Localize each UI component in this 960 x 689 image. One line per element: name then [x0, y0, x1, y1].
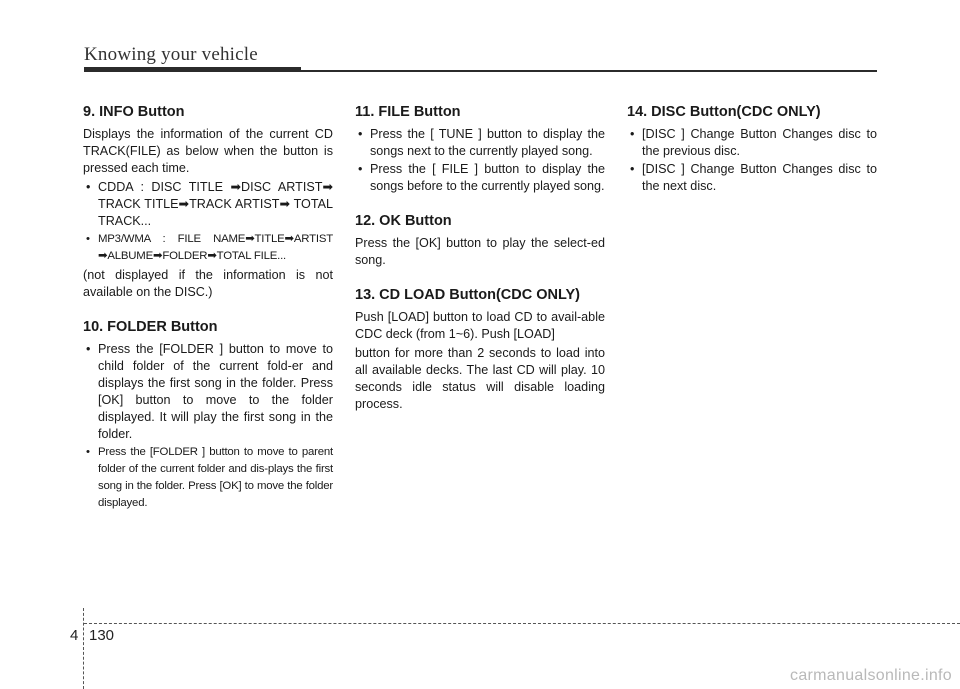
disc-next-item: • [DISC ] Change Button Changes disc to the next disc.: [627, 161, 877, 195]
info-button-note: (not displayed if the information is not available on the DISC.): [83, 268, 333, 299]
watermark-text: carmanualsonline.info: [790, 667, 952, 684]
page-header-title: Knowing your vehicle: [84, 44, 258, 65]
page-number: 130: [89, 627, 115, 644]
folder-button-heading: 10. FOLDER Button: [83, 319, 218, 335]
file-button-heading: 11. FILE Button: [355, 104, 461, 120]
column-middle: [355, 104, 605, 415]
cd-load-description-2: button for more than 2 seconds to load into all available decks. The last CD will play. 10 seconds idle status will disable loading process.: [355, 346, 605, 411]
info-button-description: Displays the information of the current CD TRACK(FILE) as below when the button is pressed each time.: [83, 127, 333, 175]
column-left: [83, 104, 333, 514]
footer-divider: [83, 608, 84, 689]
disc-button-heading: 14. DISC Button(CDC ONLY): [627, 104, 821, 120]
footer-rule: [84, 623, 960, 624]
info-button-heading: 9. INFO Button: [83, 104, 185, 120]
header-rule-thick: [84, 67, 301, 72]
cd-load-description-1: Push [LOAD] button to load CD to avail-able CDC deck (from 1~6). Push [LOAD]: [355, 310, 605, 341]
info-mp3-item: • MP3/WMA : FILE NAME➡TITLE➡ARTIST ➡ALBUME➡FOLDER➡TOTAL FILE...: [83, 231, 333, 265]
column-right: [627, 104, 877, 197]
info-button-list: [83, 179, 333, 265]
chapter-number: 4: [70, 627, 79, 644]
ok-button-description: Press the [OK] button to play the select-ed song.: [355, 236, 605, 267]
header-rule-thin: [301, 70, 877, 72]
cd-load-heading: 13. CD LOAD Button(CDC ONLY): [355, 287, 581, 303]
folder-child-item: • Press the [FOLDER ] button to move to child folder of the current fold-er and displays the first song in the folder. Press [OK] button to move to the folder displayed. It will play the first song in the folder.: [83, 341, 333, 443]
disc-button-list: [627, 126, 877, 195]
folder-parent-item: • Press the [FOLDER ] button to move to parent folder of the current folder and dis-plays the first song in the folder. Press [OK] to move the folder displayed.: [83, 444, 333, 512]
info-cdda-item: • CDDA : DISC TITLE ➡DISC ARTIST➡ TRACK TITLE➡TRACK ARTIST➡ TOTAL TRACK...: [83, 179, 333, 230]
folder-button-list: [83, 341, 333, 512]
file-prev-item: • Press the [ FILE ] button to display the songs before to the currently played song.: [355, 161, 605, 195]
ok-button-heading: 12. OK Button: [355, 213, 452, 229]
file-next-item: • Press the [ TUNE ] button to display the songs next to the currently played song.: [355, 126, 605, 160]
disc-previous-item: • [DISC ] Change Button Changes disc to the previous disc.: [627, 126, 877, 160]
file-button-list: [355, 126, 605, 195]
